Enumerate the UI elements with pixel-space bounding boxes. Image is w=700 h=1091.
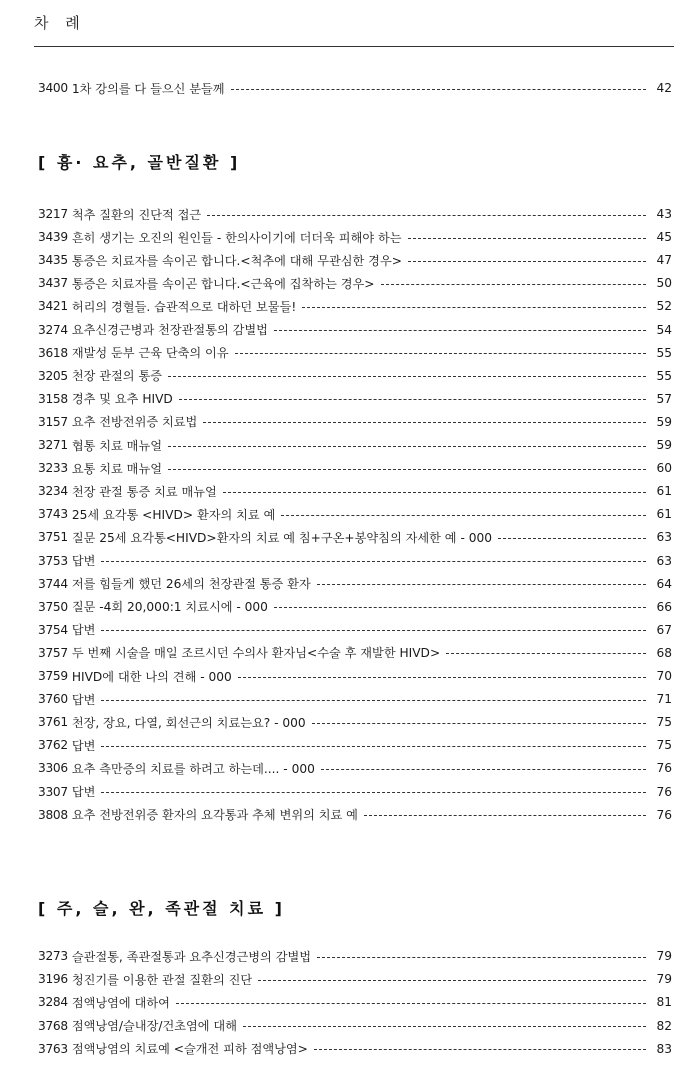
- entry-number: 3761: [38, 715, 68, 730]
- leader-line: [274, 330, 646, 331]
- entry-page-number: 79: [656, 972, 672, 987]
- entry-page-number: 47: [656, 253, 672, 268]
- entry-number: 3760: [38, 692, 68, 707]
- toc-entry[interactable]: [38, 619, 672, 641]
- toc-entry[interactable]: [38, 757, 672, 779]
- entry-page-number: 75: [656, 738, 672, 753]
- entry-page-number: 50: [656, 276, 672, 291]
- entry-title: 척추 질환의 진단적 접근: [71, 207, 202, 222]
- entry-page-number: 71: [656, 692, 672, 707]
- entry-number: 3439: [38, 230, 68, 245]
- entry-title: 점액낭염에 대하여: [71, 995, 170, 1010]
- entry-title: 요추 측만증의 치료를 하려고 하는데.... - 000: [71, 761, 315, 776]
- entry-title: 두 번째 시술을 매일 조르시던 수의사 환자님<수술 후 재발한 HIVD>: [71, 646, 441, 661]
- entry-page-number: 57: [656, 391, 672, 406]
- entry-number: 3421: [38, 299, 68, 314]
- entry-number: 3273: [38, 949, 68, 963]
- leader-line: [101, 561, 646, 562]
- entry-title: 천장 관절 통증 치료 매뉴얼: [71, 484, 217, 499]
- toc-entry[interactable]: [38, 596, 672, 618]
- entry-title: 답변: [71, 692, 96, 707]
- entry-page-number: 81: [656, 995, 672, 1010]
- entry-number: 3158: [38, 391, 68, 406]
- entry-number: 3196: [38, 972, 68, 987]
- entry-title: 경추 및 요추 HIVD: [71, 392, 173, 407]
- toc-entry[interactable]: [38, 226, 672, 248]
- leader-line: [408, 261, 646, 262]
- toc-entry[interactable]: [38, 319, 672, 341]
- toc-entry[interactable]: [38, 526, 672, 548]
- toc-entry[interactable]: [38, 77, 672, 99]
- toc-entry[interactable]: [38, 295, 672, 317]
- leader-line: [101, 700, 646, 701]
- leader-line: [168, 376, 646, 377]
- entry-page-number: 59: [656, 438, 672, 452]
- entry-title: 천장, 장요, 다열, 회선근의 치료는요? - 000: [71, 715, 306, 730]
- entry-number: 3768: [38, 1018, 68, 1033]
- leader-line: [101, 792, 646, 793]
- entry-title: 25세 요각통 <HIVD> 환자의 치료 예: [71, 507, 276, 522]
- toc-entry[interactable]: [38, 781, 672, 803]
- entry-page-number: 52: [656, 299, 672, 314]
- entry-page-number: 83: [656, 1041, 672, 1056]
- toc-entry[interactable]: [38, 249, 672, 271]
- toc-entry[interactable]: [38, 342, 672, 364]
- entry-title: 답변: [71, 554, 96, 568]
- toc-entry[interactable]: [38, 804, 672, 826]
- toc-entry[interactable]: [38, 1015, 672, 1037]
- entry-title: 협통 치료 매뉴얼: [71, 438, 162, 453]
- entry-number: 3400: [38, 81, 68, 95]
- leader-line: [498, 538, 646, 539]
- entry-title: 요추 전방전위증 치료법: [71, 415, 198, 430]
- leader-line: [238, 677, 646, 678]
- leader-line: [207, 215, 646, 216]
- section-heading-joints: [ 주, 슬, 완, 족관절 치료 ]: [38, 899, 285, 918]
- entry-title: 질문 -4회 20,000:1 치료시에 - 000: [71, 600, 268, 615]
- entry-page-number: 61: [656, 507, 672, 522]
- leader-line: [317, 584, 646, 585]
- leader-line: [408, 238, 646, 239]
- entry-page-number: 70: [656, 669, 672, 683]
- entry-title: 허리의 경혈들. 습관적으로 대하던 보물들!: [71, 299, 297, 314]
- header-divider: [34, 46, 674, 47]
- entry-page-number: 55: [656, 345, 672, 360]
- toc-entry[interactable]: [38, 272, 672, 294]
- entry-number: 3271: [38, 438, 68, 452]
- leader-line: [364, 815, 646, 816]
- toc-entry[interactable]: [38, 203, 672, 225]
- entry-number: 3751: [38, 530, 68, 545]
- leader-line: [168, 469, 646, 470]
- entry-number: 3750: [38, 599, 68, 614]
- entry-page-number: 76: [656, 807, 672, 822]
- section-heading-spine-pelvis: [ 흉· 요추, 골반질환 ]: [38, 153, 241, 172]
- entry-title: 1차 강의를 다 들으신 분들께: [71, 81, 225, 96]
- entry-title: 슬관절통, 족관절통과 요추신경근병의 감별법: [71, 949, 312, 964]
- leader-line: [314, 1049, 646, 1050]
- entry-number: 3284: [38, 995, 68, 1010]
- entry-number: 3157: [38, 414, 68, 429]
- leader-line: [101, 630, 646, 631]
- entry-page-number: 60: [656, 461, 672, 476]
- entry-page-number: 64: [656, 576, 672, 591]
- entry-page-number: 61: [656, 484, 672, 499]
- entry-title: 청진기를 이용한 관절 질환의 진단: [71, 972, 253, 987]
- leader-line: [168, 446, 646, 447]
- entry-page-number: 76: [656, 784, 672, 799]
- entry-title: 답변: [71, 623, 96, 638]
- leader-line: [446, 653, 646, 654]
- toc-entry[interactable]: [38, 411, 672, 433]
- entry-number: 3808: [38, 807, 68, 822]
- toc-entry[interactable]: [38, 457, 672, 479]
- entry-title: 질문 25세 요각통<HIVD>환자의 치료 예 침+구온+봉약침의 자세한 예 - 000: [71, 530, 492, 545]
- toc-entry[interactable]: [38, 688, 672, 710]
- leader-line: [302, 307, 646, 308]
- entry-number: 3306: [38, 761, 68, 776]
- entry-number: 3274: [38, 322, 68, 337]
- entry-number: 3757: [38, 645, 68, 660]
- entry-page-number: 59: [656, 414, 672, 429]
- entry-number: 3205: [38, 368, 68, 383]
- entry-page-number: 82: [656, 1018, 672, 1033]
- entry-number: 3753: [38, 553, 68, 568]
- toc-entry[interactable]: [38, 1038, 672, 1060]
- entry-number: 3437: [38, 276, 68, 291]
- leader-line: [258, 980, 646, 981]
- entry-page-number: 79: [656, 949, 672, 963]
- entry-title: 통증은 치료자를 속이곤 합니다.<척추에 대해 무관심한 경우>: [71, 253, 402, 268]
- entry-page-number: 55: [656, 368, 672, 383]
- toc-entry[interactable]: [38, 991, 672, 1013]
- entry-number: 3763: [38, 1041, 68, 1056]
- entry-title: 점액낭염/슬내장/건초염에 대해: [71, 1019, 237, 1034]
- leader-line: [235, 353, 646, 354]
- entry-page-number: 66: [656, 599, 672, 614]
- leader-line: [274, 607, 646, 608]
- toc-entry[interactable]: [38, 550, 672, 572]
- entry-number: 3435: [38, 253, 68, 268]
- entry-title: 점액낭염의 치료예 <슬개전 피하 점액낭염>: [71, 1042, 308, 1057]
- leader-line: [179, 399, 646, 400]
- entry-title: 요통 치료 매뉴얼: [71, 461, 162, 476]
- entry-number: 3618: [38, 345, 68, 360]
- entry-page-number: 63: [656, 553, 672, 568]
- leader-line: [312, 723, 646, 724]
- entry-number: 3217: [38, 207, 68, 221]
- entry-page-number: 54: [656, 322, 672, 337]
- leader-line: [231, 89, 646, 90]
- entry-number: 3743: [38, 507, 68, 522]
- toc-entry[interactable]: [38, 573, 672, 595]
- leader-line: [203, 422, 646, 423]
- entry-title: 답변: [71, 738, 96, 753]
- entry-page-number: 45: [656, 230, 672, 245]
- entry-number: 3744: [38, 576, 68, 591]
- entry-title: 흔히 생기는 오진의 원인들 - 한의사이기에 더더욱 피해야 하는: [71, 230, 402, 245]
- entry-page-number: 42: [656, 81, 672, 95]
- toc-entry[interactable]: [38, 642, 672, 664]
- toc-entry[interactable]: [38, 711, 672, 733]
- leader-line: [317, 957, 646, 958]
- entry-title: 답변: [71, 785, 96, 799]
- leader-line: [101, 746, 646, 747]
- entry-title: 재발성 둔부 근육 단축의 이유: [71, 346, 229, 361]
- toc-entry[interactable]: [38, 365, 672, 387]
- leader-line: [381, 284, 646, 285]
- entry-number: 3234: [38, 484, 68, 499]
- page-header-title: 차 례: [34, 14, 86, 32]
- entry-number: 3759: [38, 669, 68, 683]
- toc-entry[interactable]: [38, 968, 672, 990]
- entry-title: 저를 힘들게 했던 26세의 천장관절 통증 환자: [71, 577, 311, 592]
- entry-page-number: 63: [656, 530, 672, 545]
- entry-title: HIVD에 대한 나의 견해 - 000: [71, 669, 232, 684]
- leader-line: [223, 492, 646, 493]
- entry-page-number: 68: [656, 645, 672, 660]
- entry-number: 3307: [38, 784, 68, 799]
- entry-title: 천장 관절의 통증: [71, 369, 162, 384]
- leader-line: [281, 515, 646, 516]
- toc-entry[interactable]: [38, 388, 672, 410]
- entry-number: 3762: [38, 738, 68, 753]
- entry-title: 요추신경근병과 천장관절통의 감별법: [71, 323, 268, 337]
- leader-line: [176, 1003, 646, 1004]
- toc-entry[interactable]: [38, 665, 672, 687]
- toc-entry[interactable]: [38, 503, 672, 525]
- entry-page-number: 43: [656, 207, 672, 221]
- entry-title: 통증은 치료자를 속이곤 합니다.<근육에 집착하는 경우>: [71, 276, 375, 291]
- entry-page-number: 75: [656, 715, 672, 730]
- entry-title: 요추 전방전위증 환자의 요각통과 추체 변위의 치료 예: [71, 808, 358, 823]
- toc-entry[interactable]: [38, 734, 672, 756]
- entry-page-number: 67: [656, 622, 672, 637]
- leader-line: [243, 1026, 646, 1027]
- entry-page-number: 76: [656, 761, 672, 776]
- toc-entry[interactable]: [38, 434, 672, 456]
- entry-number: 3233: [38, 461, 68, 476]
- toc-entry[interactable]: [38, 945, 672, 967]
- leader-line: [321, 769, 646, 770]
- toc-entry[interactable]: [38, 480, 672, 502]
- entry-number: 3754: [38, 622, 68, 637]
